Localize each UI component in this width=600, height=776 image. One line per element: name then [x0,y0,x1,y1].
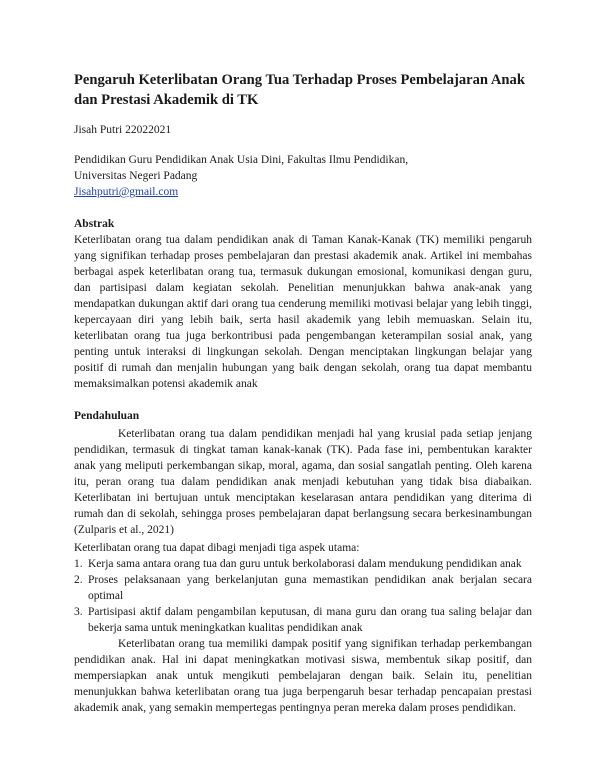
affiliation [74,152,532,184]
intro-heading: Pendahuluan [74,410,140,422]
affiliation-line-1: Pendidikan Guru Pendidikan Anak Usia Dini, Fakultas Ilmu Pendidikan, [74,154,409,166]
affiliation-line-2: Universitas Negeri Padang [74,170,198,182]
abstract-heading: Abstrak [74,218,115,230]
intro-paragraph-1: Keterlibatan orang tua dalam pendidikan menjadi hal yang krusial pada setiap jenjang pendidikan, termasuk di tingkat taman kanak-kanak (TK). Pada fase ini, pembentukan karakter anak yang meliputi perkembangan sikap, moral, agama, dan sosial sangatlah penting. Oleh karena itu, peran orang tua dalam pendidikan anak menjadi kebutuhan yang tidak bisa diabaikan. Keterlibatan ini bertujuan untuk menciptakan keselarasan antara pendidikan yang diterima di rumah dan di sekolah, sehingga proses pembelajaran dapat berlangsung secara berkesinambungan (Zulparis et al., 2021) [74,428,532,536]
list-item [74,572,532,604]
author-email-link[interactable]: Jisahputri@gmail.com [74,186,179,198]
abstract-section [74,216,532,392]
list-intro: Keterlibatan orang tua dapat dibagi menjadi tiga aspek utama: [74,542,360,554]
aspect-list [74,556,532,636]
list-item-text: Partisipasi aktif dalam pengambilan keputusan, di mana guru dan orang tua saling belajar dan bekerja sama untuk meningkatkan kualitas pendidikan anak [88,606,532,634]
list-item-text: Kerja sama antara orang tua dan guru untuk berkolaborasi dalam mendukung pendidikan anak [88,558,522,570]
author-line: Jisah Putri 22022021 [74,124,172,136]
paper-title: Pengaruh Keterlibatan Orang Tua Terhadap Proses Pembelajaran Anak dan Prestasi Akademik di TK [74,72,525,108]
document-page [74,70,532,716]
list-item-number: 1. [74,558,83,570]
abstract-text: Keterlibatan orang tua dalam pendidikan anak di Taman Kanak-Kanak (TK) memiliki pengaruh yang signifikan terhadap proses pembelajaran dan prestasi akademik anak. Artikel ini membahas berbagai aspek keterlibatan orang tua, termasuk dukungan emosional, komunikasi dengan guru, dan partisipasi dalam kegiatan sekolah. Penelitian menunjukkan bahwa anak-anak yang mendapatkan dukungan aktif dari orang tua cenderung memiliki motivasi belajar yang lebih tinggi, kepercayaan diri yang lebih baik, serta hasil akademik yang lebih memuaskan. Selain itu, keterlibatan orang tua juga berkontribusi pada pengembangan keterampilan sosial anak, yang penting untuk interaksi di lingkungan sekolah. Dengan menciptakan lingkungan belajar yang positif di rumah dan menjalin hubungan yang baik dengan sekolah, orang tua dapat membantu memaksimalkan potensi akademik anak [74,234,532,390]
list-item [74,556,532,572]
list-item-number: 2. [74,574,83,586]
list-item-text: Proses pelaksanaan yang berkelanjutan guna memastikan pendidikan anak berjalan secara optimal [88,574,532,602]
intro-paragraph-2: Keterlibatan orang tua memiliki dampak positif yang signifikan terhadap perkembangan pendidikan anak. Hal ini dapat meningkatkan motivasi siswa, membentuk sikap positif, dan mempersiapkan anak untuk mengikuti pembelajaran dengan baik. Selain itu, penelitian menunjukkan bahwa keterlibatan orang tua juga berpengaruh besar terhadap pencapaian prestasi akademik anak, yang semakin mempertegas pentingnya peran mereka dalam proses pendidikan. [74,638,532,714]
intro-section [74,408,532,716]
list-item-number: 3. [74,606,83,618]
list-item [74,604,532,636]
